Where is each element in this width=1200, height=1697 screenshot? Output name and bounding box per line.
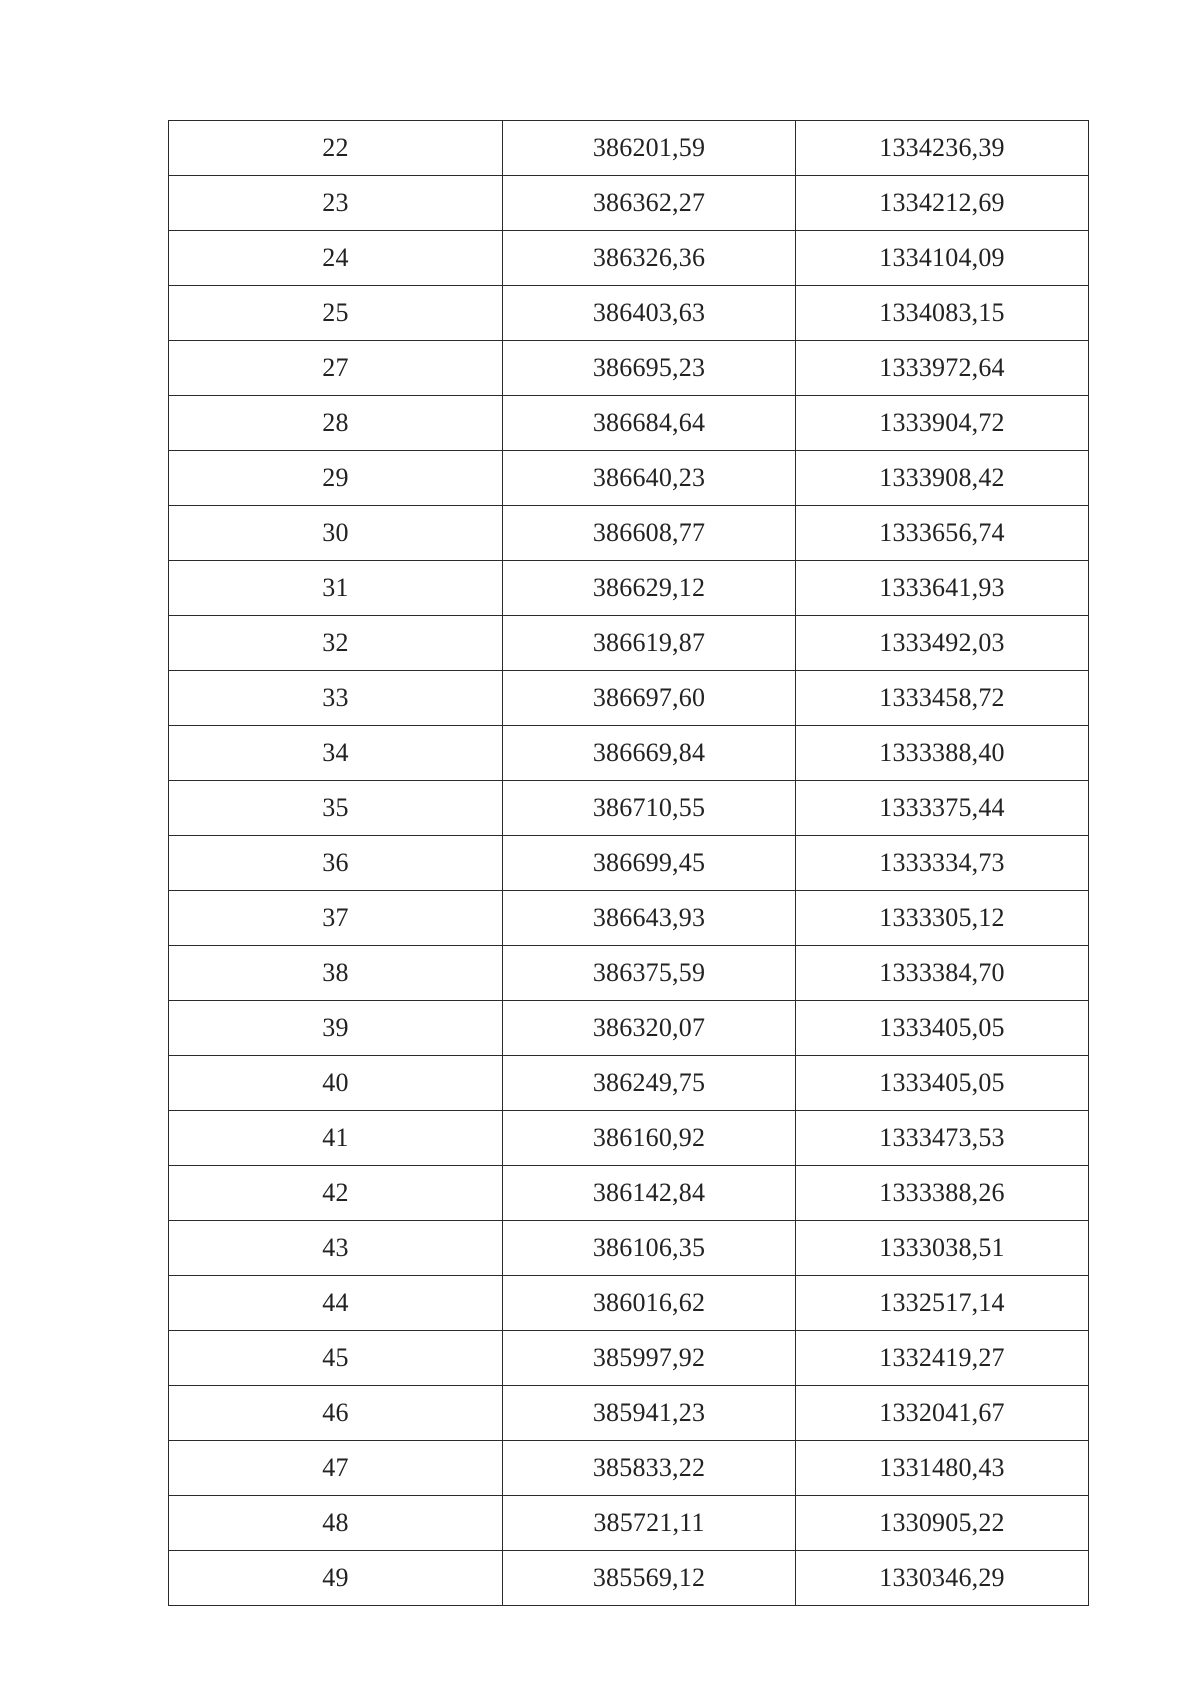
x-coordinate-cell: 386249,75 bbox=[503, 1056, 796, 1111]
x-coordinate-cell: 386160,92 bbox=[503, 1111, 796, 1166]
y-coordinate-cell: 1333473,53 bbox=[796, 1111, 1089, 1166]
coordinates-table bbox=[168, 120, 1089, 1606]
x-coordinate-cell: 386320,07 bbox=[503, 1001, 796, 1056]
y-coordinate-cell: 1332041,67 bbox=[796, 1386, 1089, 1441]
table-row bbox=[169, 451, 1089, 506]
x-coordinate-cell: 386699,45 bbox=[503, 836, 796, 891]
point-number-cell: 29 bbox=[169, 451, 503, 506]
y-coordinate-cell: 1333656,74 bbox=[796, 506, 1089, 561]
table-row bbox=[169, 1166, 1089, 1221]
y-coordinate-cell: 1333038,51 bbox=[796, 1221, 1089, 1276]
table-row bbox=[169, 231, 1089, 286]
x-coordinate-cell: 385569,12 bbox=[503, 1551, 796, 1606]
table-row bbox=[169, 286, 1089, 341]
point-number-cell: 44 bbox=[169, 1276, 503, 1331]
y-coordinate-cell: 1333388,26 bbox=[796, 1166, 1089, 1221]
table-row bbox=[169, 1276, 1089, 1331]
y-coordinate-cell: 1330346,29 bbox=[796, 1551, 1089, 1606]
point-number-cell: 28 bbox=[169, 396, 503, 451]
table-row bbox=[169, 341, 1089, 396]
table-row bbox=[169, 1056, 1089, 1111]
y-coordinate-cell: 1334212,69 bbox=[796, 176, 1089, 231]
table-row bbox=[169, 176, 1089, 231]
y-coordinate-cell: 1333375,44 bbox=[796, 781, 1089, 836]
table-row bbox=[169, 396, 1089, 451]
point-number-cell: 35 bbox=[169, 781, 503, 836]
table-row bbox=[169, 946, 1089, 1001]
y-coordinate-cell: 1332517,14 bbox=[796, 1276, 1089, 1331]
table-row bbox=[169, 1331, 1089, 1386]
y-coordinate-cell: 1333972,64 bbox=[796, 341, 1089, 396]
x-coordinate-cell: 386710,55 bbox=[503, 781, 796, 836]
table-row bbox=[169, 1111, 1089, 1166]
x-coordinate-cell: 385997,92 bbox=[503, 1331, 796, 1386]
x-coordinate-cell: 386201,59 bbox=[503, 121, 796, 176]
table-row bbox=[169, 506, 1089, 561]
x-coordinate-cell: 386016,62 bbox=[503, 1276, 796, 1331]
point-number-cell: 43 bbox=[169, 1221, 503, 1276]
y-coordinate-cell: 1333305,12 bbox=[796, 891, 1089, 946]
y-coordinate-cell: 1332419,27 bbox=[796, 1331, 1089, 1386]
y-coordinate-cell: 1330905,22 bbox=[796, 1496, 1089, 1551]
point-number-cell: 34 bbox=[169, 726, 503, 781]
point-number-cell: 32 bbox=[169, 616, 503, 671]
point-number-cell: 27 bbox=[169, 341, 503, 396]
y-coordinate-cell: 1333458,72 bbox=[796, 671, 1089, 726]
point-number-cell: 41 bbox=[169, 1111, 503, 1166]
x-coordinate-cell: 386326,36 bbox=[503, 231, 796, 286]
x-coordinate-cell: 385721,11 bbox=[503, 1496, 796, 1551]
y-coordinate-cell: 1333492,03 bbox=[796, 616, 1089, 671]
table-row bbox=[169, 726, 1089, 781]
y-coordinate-cell: 1333641,93 bbox=[796, 561, 1089, 616]
table-row bbox=[169, 1496, 1089, 1551]
point-number-cell: 33 bbox=[169, 671, 503, 726]
point-number-cell: 42 bbox=[169, 1166, 503, 1221]
table-row bbox=[169, 891, 1089, 946]
table-row bbox=[169, 1386, 1089, 1441]
x-coordinate-cell: 385941,23 bbox=[503, 1386, 796, 1441]
table-row bbox=[169, 1441, 1089, 1496]
x-coordinate-cell: 386619,87 bbox=[503, 616, 796, 671]
point-number-cell: 25 bbox=[169, 286, 503, 341]
point-number-cell: 47 bbox=[169, 1441, 503, 1496]
x-coordinate-cell: 386629,12 bbox=[503, 561, 796, 616]
x-coordinate-cell: 386684,64 bbox=[503, 396, 796, 451]
point-number-cell: 39 bbox=[169, 1001, 503, 1056]
point-number-cell: 45 bbox=[169, 1331, 503, 1386]
point-number-cell: 37 bbox=[169, 891, 503, 946]
y-coordinate-cell: 1333405,05 bbox=[796, 1056, 1089, 1111]
x-coordinate-cell: 386375,59 bbox=[503, 946, 796, 1001]
y-coordinate-cell: 1334083,15 bbox=[796, 286, 1089, 341]
y-coordinate-cell: 1334236,39 bbox=[796, 121, 1089, 176]
y-coordinate-cell: 1333904,72 bbox=[796, 396, 1089, 451]
y-coordinate-cell: 1333384,70 bbox=[796, 946, 1089, 1001]
point-number-cell: 46 bbox=[169, 1386, 503, 1441]
x-coordinate-cell: 386697,60 bbox=[503, 671, 796, 726]
table-row bbox=[169, 1551, 1089, 1606]
x-coordinate-cell: 386142,84 bbox=[503, 1166, 796, 1221]
point-number-cell: 36 bbox=[169, 836, 503, 891]
coordinates-table-body bbox=[169, 121, 1089, 1606]
table-row bbox=[169, 616, 1089, 671]
table-row bbox=[169, 561, 1089, 616]
x-coordinate-cell: 386643,93 bbox=[503, 891, 796, 946]
point-number-cell: 31 bbox=[169, 561, 503, 616]
table-row bbox=[169, 781, 1089, 836]
table-row bbox=[169, 836, 1089, 891]
x-coordinate-cell: 386640,23 bbox=[503, 451, 796, 506]
y-coordinate-cell: 1333334,73 bbox=[796, 836, 1089, 891]
x-coordinate-cell: 386608,77 bbox=[503, 506, 796, 561]
y-coordinate-cell: 1331480,43 bbox=[796, 1441, 1089, 1496]
point-number-cell: 48 bbox=[169, 1496, 503, 1551]
y-coordinate-cell: 1334104,09 bbox=[796, 231, 1089, 286]
x-coordinate-cell: 386403,63 bbox=[503, 286, 796, 341]
point-number-cell: 49 bbox=[169, 1551, 503, 1606]
table-row bbox=[169, 671, 1089, 726]
point-number-cell: 38 bbox=[169, 946, 503, 1001]
point-number-cell: 40 bbox=[169, 1056, 503, 1111]
x-coordinate-cell: 386669,84 bbox=[503, 726, 796, 781]
y-coordinate-cell: 1333908,42 bbox=[796, 451, 1089, 506]
y-coordinate-cell: 1333405,05 bbox=[796, 1001, 1089, 1056]
x-coordinate-cell: 386695,23 bbox=[503, 341, 796, 396]
table-row bbox=[169, 1001, 1089, 1056]
point-number-cell: 24 bbox=[169, 231, 503, 286]
point-number-cell: 22 bbox=[169, 121, 503, 176]
table-row bbox=[169, 1221, 1089, 1276]
point-number-cell: 23 bbox=[169, 176, 503, 231]
y-coordinate-cell: 1333388,40 bbox=[796, 726, 1089, 781]
x-coordinate-cell: 385833,22 bbox=[503, 1441, 796, 1496]
table-row bbox=[169, 121, 1089, 176]
point-number-cell: 30 bbox=[169, 506, 503, 561]
x-coordinate-cell: 386106,35 bbox=[503, 1221, 796, 1276]
x-coordinate-cell: 386362,27 bbox=[503, 176, 796, 231]
